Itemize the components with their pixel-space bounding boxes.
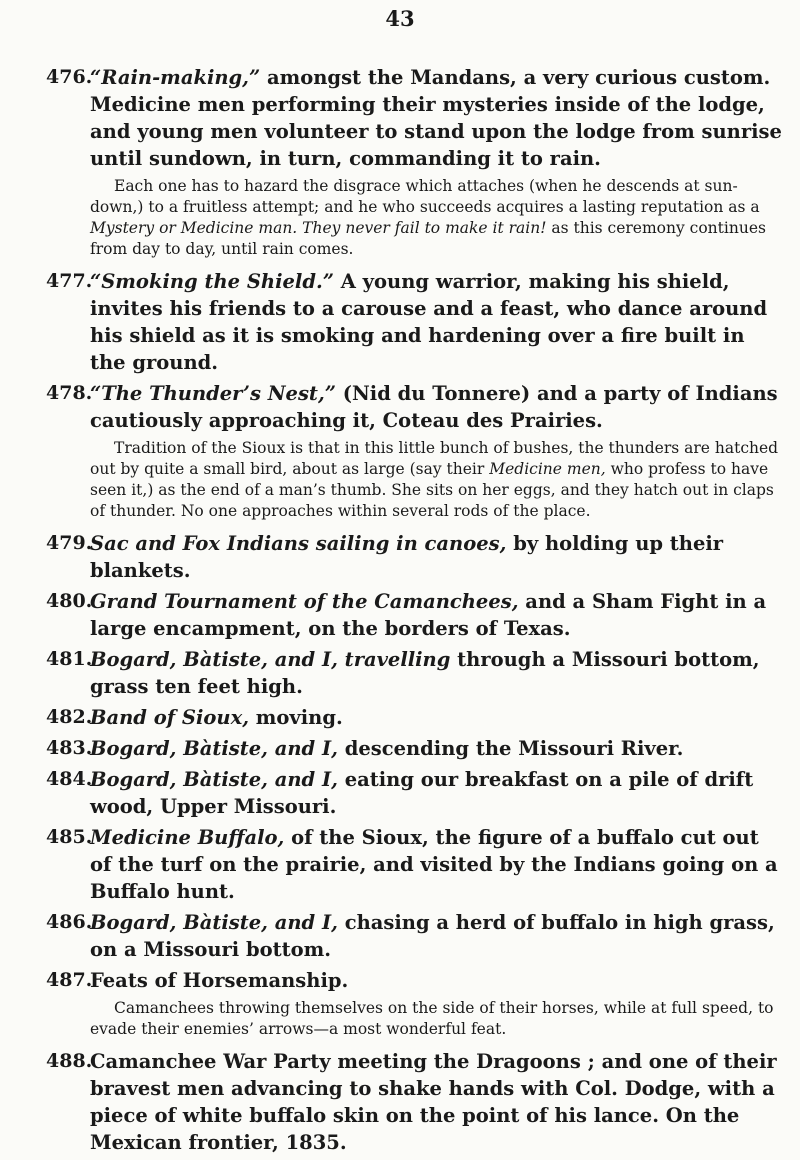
entry-heading — [90, 1048, 782, 1156]
note-text: Camanchees throwing themselves on the side of their horses, while at full speed, to evade their enemies’ arrows—a most wonderful feat. — [90, 999, 774, 1038]
entry-title: Band of Sioux, — [90, 706, 249, 729]
entry-title: Bogard, Bàtiste, and I, — [90, 768, 338, 791]
note-text: as this ceremony continues from day to day, until rain comes. — [90, 219, 766, 258]
catalogue-entry-479 — [46, 530, 782, 584]
note-italic-text: Mystery or Medicine man. They never fail to make it rain! — [90, 219, 547, 237]
entry-heading — [90, 824, 782, 905]
entry-description: (Nid du Tonnere) and a party of Indians cautiously approaching it, Coteau des Prairies. — [90, 382, 778, 432]
entry-description: A young warrior, making his shield, invites his friends to a carouse and a feast, who dance around his shield as it is smoking and hardening over a fire built in the ground. — [90, 270, 768, 374]
entry-number: 479. — [46, 532, 93, 554]
catalogue-entry-478 — [46, 380, 782, 522]
entry-description: moving. — [249, 706, 343, 729]
entry-number: 483. — [46, 737, 93, 759]
entry-title: Grand Tournament of the Camanchees, — [90, 590, 519, 613]
entry-description: through a Missouri bottom, grass ten feet high. — [90, 648, 760, 698]
entry-description: Camanchee War Party meeting the Dragoons ; and one of their bravest men advancing to shake hands with Col. Dodge, with a piece of white buffalo skin on the point of his lance. On the Mexican frontier, 1835. — [90, 1050, 777, 1154]
entry-heading — [90, 735, 782, 762]
catalogue-entry-486 — [46, 909, 782, 963]
note-text: Each one has to hazard the disgrace which attaches (when he descends at sun-down,) to a fruitless attempt; and he who succeeds acquires a lasting reputation as a — [90, 177, 760, 216]
entry-title: “The Thunder’s Nest,” — [90, 382, 336, 405]
entry-description: chasing a herd of buffalo in high grass, on a Missouri bottom. — [90, 911, 775, 961]
page-number: 43 — [385, 6, 415, 31]
entry-note — [90, 998, 782, 1040]
entry-heading — [90, 380, 782, 434]
entry-title: Bogard, Bàtiste, and I, travelling — [90, 648, 451, 671]
entry-description: of the Sioux, the figure of a buffalo cut out of the turf on the prairie, and visited by the Indians going on a Buffalo hunt. — [90, 826, 778, 903]
catalogue-entry-482 — [46, 704, 782, 731]
catalogue-entry-487 — [46, 967, 782, 1040]
catalogue-entry-477 — [46, 268, 782, 376]
entry-number: 484. — [46, 768, 93, 790]
catalogue-entry-488 — [46, 1048, 782, 1156]
catalogue-entry-481 — [46, 646, 782, 700]
entry-description: descending the Missouri River. — [337, 737, 684, 760]
entry-description: Feats of Horsemanship. — [90, 969, 349, 992]
catalogue-entry-476 — [46, 64, 782, 260]
entry-heading — [90, 646, 782, 700]
entry-note — [90, 438, 782, 522]
entry-number: 486. — [46, 911, 93, 933]
entry-heading — [90, 64, 782, 172]
entry-heading — [90, 766, 782, 820]
catalogue-entry-483 — [46, 735, 782, 762]
entry-number: 478. — [46, 382, 93, 404]
entry-note — [90, 176, 782, 260]
entry-heading — [90, 530, 782, 584]
entry-heading — [90, 704, 782, 731]
entry-title: Sac and Fox Indians sailing in canoes, — [90, 532, 507, 555]
entry-heading — [90, 588, 782, 642]
catalogue-entry-485 — [46, 824, 782, 905]
entry-title: Bogard, Bàtiste, and I, — [90, 737, 338, 760]
entry-description: eating our breakfast on a pile of drift wood, Upper Missouri. — [90, 768, 754, 818]
note-text: who profess to have seen it,) as the end of a man’s thumb. She sits on her eggs, and they hatch out in claps of thunder. No one approaches within several rods of the place. — [90, 460, 774, 520]
entry-heading — [90, 967, 782, 994]
entry-number: 482. — [46, 706, 93, 728]
catalogue-entry-480 — [46, 588, 782, 642]
entry-number: 480. — [46, 590, 93, 612]
note-text: Tradition of the Sioux is that in this little bunch of bushes, the thunders are hatched out by quite a small bird, about as large (say their — [90, 439, 779, 478]
entry-heading — [90, 909, 782, 963]
entry-title: Bogard, Bàtiste, and I, — [90, 911, 338, 934]
catalogue-entry-484 — [46, 766, 782, 820]
entry-heading — [90, 268, 782, 376]
entry-description: by holding up their blankets. — [90, 532, 724, 582]
entry-title: “Smoking the Shield.” — [90, 270, 334, 293]
entry-number: 488. — [46, 1050, 93, 1072]
catalogue-entries — [46, 64, 782, 1160]
entry-title: Medicine Buffalo, — [90, 826, 285, 849]
entry-description: amongst the Mandans, a very curious custom. Medicine men performing their mysteries inside of the lodge, and young men volunteer to stand upon the lodge from sunrise until sundown, in turn, commanding it to rain. — [90, 66, 782, 170]
entry-description: and a Sham Fight in a large encampment, on the borders of Texas. — [90, 590, 767, 640]
entry-number: 487. — [46, 969, 93, 991]
entry-number: 477. — [46, 270, 93, 292]
entry-number: 476. — [46, 66, 93, 88]
entry-title: “Rain-making,” — [90, 66, 261, 89]
entry-number: 481. — [46, 648, 93, 670]
note-italic-text: Medicine men, — [489, 460, 606, 478]
entry-number: 485. — [46, 826, 93, 848]
